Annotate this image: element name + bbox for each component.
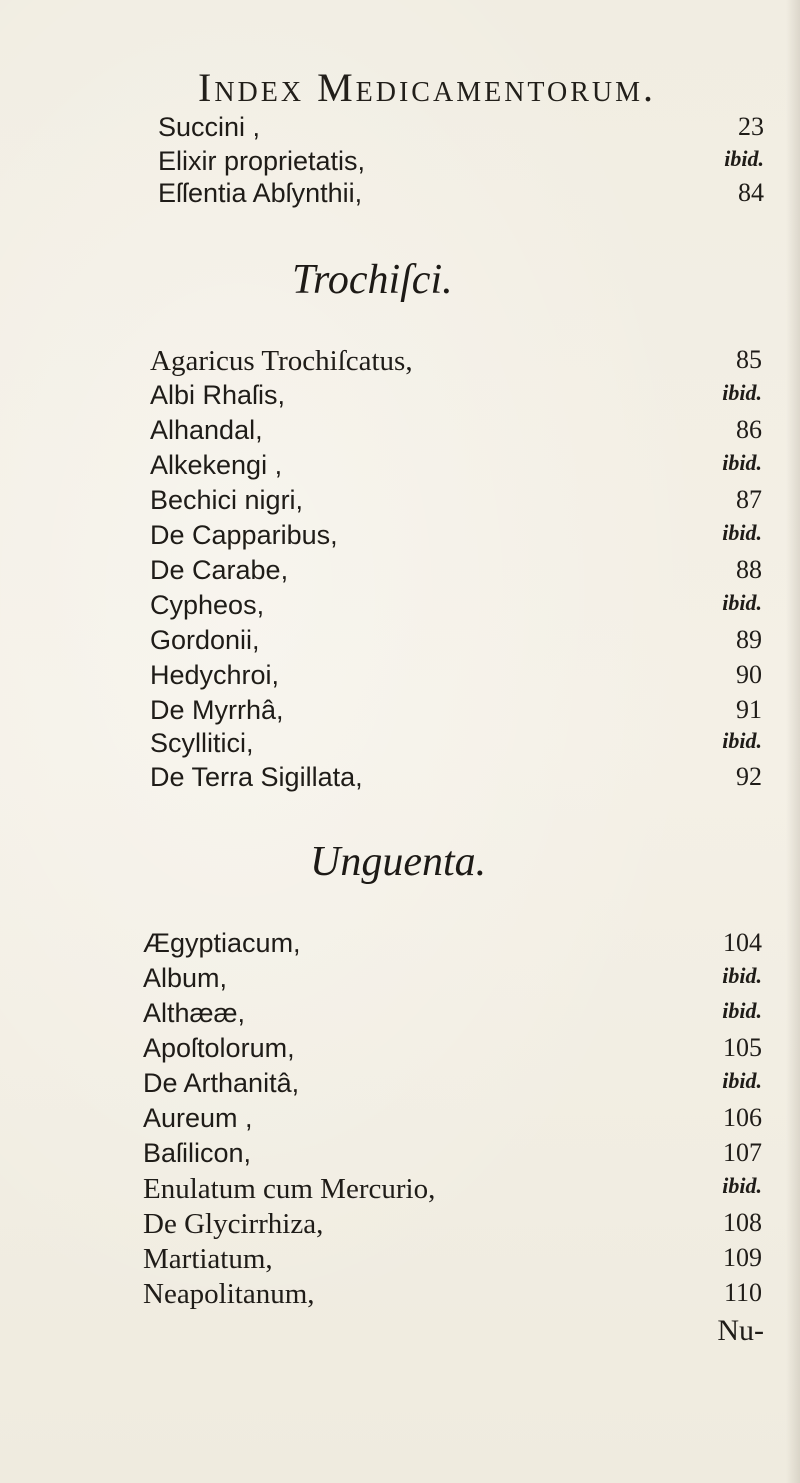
page-reference: 88 xyxy=(736,555,762,584)
page-reference: 84 xyxy=(738,178,764,207)
page-reference: ibid. xyxy=(722,1173,762,1198)
running-head: Index Medicamentorum. xyxy=(198,65,657,110)
index-row xyxy=(0,450,800,480)
page-reference: ibid. xyxy=(722,380,762,405)
index-row xyxy=(0,1103,800,1133)
entry-name: Baſilicon, xyxy=(143,1138,252,1168)
index-row xyxy=(0,728,800,758)
index-row xyxy=(0,1173,800,1203)
entry-name: Scyllitici, xyxy=(150,728,254,758)
entry-name: Cypheos, xyxy=(150,590,265,620)
index-row xyxy=(0,555,800,585)
section-heading: Trochiſci. xyxy=(292,257,453,303)
index-row xyxy=(0,762,800,792)
entry-name: Althææ, xyxy=(143,998,246,1028)
entry-name: Agaricus Trochiſcatus, xyxy=(150,345,413,377)
page-reference: ibid. xyxy=(722,963,762,988)
page-reference: 107 xyxy=(723,1138,762,1167)
entry-name: Bechici nigri, xyxy=(150,485,304,515)
entry-name: Elixir proprietatis, xyxy=(158,146,366,176)
page-reference: 104 xyxy=(723,928,762,957)
entry-name: De Myrrhâ, xyxy=(150,695,284,725)
index-row xyxy=(0,1138,800,1168)
catchword: Nu- xyxy=(717,1314,764,1347)
page-reference: 91 xyxy=(736,695,762,724)
index-row xyxy=(0,520,800,550)
entry-name: De Glycirrhiza, xyxy=(143,1208,324,1240)
page-reference: 105 xyxy=(723,1033,762,1062)
index-row xyxy=(0,380,800,410)
index-row xyxy=(0,998,800,1028)
page-reference: 89 xyxy=(736,625,762,654)
entry-name: Alkekengi , xyxy=(150,450,283,480)
entry-name: Martiatum, xyxy=(143,1243,273,1275)
entry-name: Alhandal, xyxy=(150,415,263,445)
entry-name: Hedychroi, xyxy=(150,660,280,690)
page-reference: 109 xyxy=(723,1243,762,1272)
entry-name: De Arthanitâ, xyxy=(143,1068,300,1098)
page-reference: 106 xyxy=(723,1103,762,1132)
index-row xyxy=(0,1068,800,1098)
entry-name: Gordonii, xyxy=(150,625,260,655)
index-row xyxy=(0,590,800,620)
entry-name: De Carabe, xyxy=(150,555,289,585)
page-reference: ibid. xyxy=(724,146,764,171)
page-reference: 87 xyxy=(736,485,762,514)
entry-name: Succini , xyxy=(158,112,261,142)
index-row xyxy=(0,928,800,958)
page-reference: ibid. xyxy=(722,590,762,615)
page-reference: ibid. xyxy=(722,1068,762,1093)
index-row xyxy=(0,1208,800,1238)
index-row xyxy=(0,695,800,725)
entry-name: Ægyptiacum, xyxy=(143,928,301,958)
page-reference: 92 xyxy=(736,762,762,791)
page-reference: ibid. xyxy=(722,520,762,545)
entry-name: Albi Rhaſis, xyxy=(150,380,286,410)
index-row xyxy=(0,415,800,445)
page-reference: ibid. xyxy=(722,450,762,475)
entry-name: Neapolitanum, xyxy=(143,1278,315,1310)
page-reference: 23 xyxy=(738,112,764,141)
entry-name: Apoſtolorum, xyxy=(143,1033,295,1063)
page-reference: 85 xyxy=(736,345,762,374)
entry-name: De Terra Sigillata, xyxy=(150,762,363,792)
index-row xyxy=(0,1243,800,1273)
index-row xyxy=(0,485,800,515)
page-reference: 86 xyxy=(736,415,762,444)
page-reference: 108 xyxy=(723,1208,762,1237)
index-row xyxy=(0,1033,800,1063)
section-heading: Unguenta. xyxy=(310,839,487,885)
page-reference: 90 xyxy=(736,660,762,689)
index-row xyxy=(0,963,800,993)
entry-name: Enulatum cum Mercurio, xyxy=(143,1173,436,1205)
entry-name: Album, xyxy=(143,963,228,993)
index-row xyxy=(0,345,800,375)
entry-name: Eſſentia Abſynthii, xyxy=(158,178,363,208)
page-reference: 110 xyxy=(723,1278,762,1307)
index-row xyxy=(0,625,800,655)
index-row xyxy=(0,1278,800,1308)
index-row xyxy=(0,146,800,176)
entry-name: Aureum , xyxy=(143,1103,253,1133)
page-reference: ibid. xyxy=(722,728,762,753)
page-reference: ibid. xyxy=(722,998,762,1023)
entry-name: De Capparibus, xyxy=(150,520,338,550)
index-row xyxy=(0,660,800,690)
index-row xyxy=(0,178,800,208)
index-row xyxy=(0,112,800,142)
